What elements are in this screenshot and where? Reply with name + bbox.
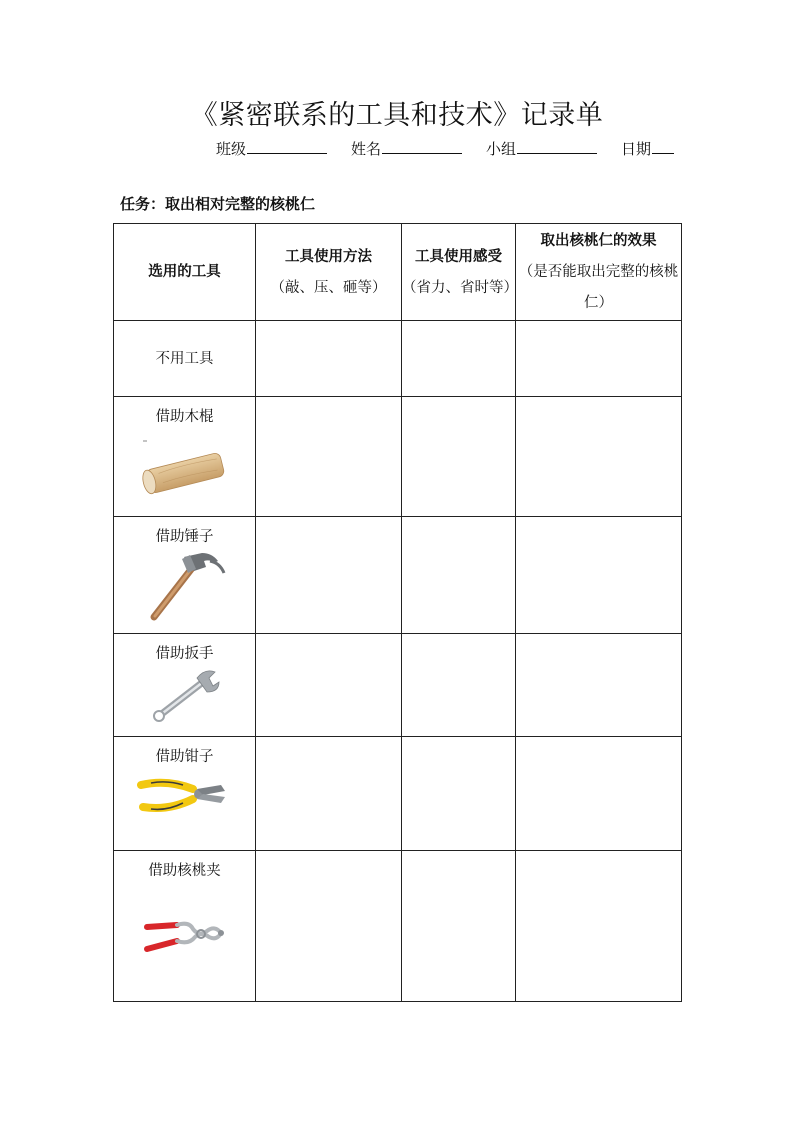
record-table [113, 223, 682, 1002]
method-cell[interactable] [256, 517, 402, 634]
class-label: 班级 [216, 140, 247, 158]
wrench-icon [145, 664, 225, 726]
method-cell[interactable] [256, 397, 402, 517]
class-blank[interactable] [247, 139, 327, 154]
method-cell[interactable] [256, 737, 402, 851]
table-row [114, 851, 682, 1002]
feeling-cell[interactable] [402, 517, 516, 634]
tool-label: 借助核桃夹 [148, 863, 221, 879]
group-label: 小组 [486, 140, 517, 158]
class-field [216, 138, 327, 159]
result-cell[interactable] [516, 851, 682, 1002]
group-blank[interactable] [517, 139, 597, 154]
page-title: 《紧密联系的工具和技术》记录单 [190, 100, 604, 131]
header-feeling: 工具使用感受 （省力、省时等） [402, 224, 516, 321]
header-row [114, 224, 682, 321]
method-cell[interactable] [256, 634, 402, 737]
tool-cell [114, 634, 256, 737]
name-field [351, 138, 462, 159]
result-cell[interactable] [516, 737, 682, 851]
group-field [486, 138, 597, 159]
result-cell[interactable] [516, 517, 682, 634]
feeling-cell[interactable] [402, 634, 516, 737]
header-method: 工具使用方法 （敲、压、砸等） [256, 224, 402, 321]
date-label: 日期 [621, 140, 652, 158]
tool-label: 不用工具 [155, 350, 214, 367]
feeling-cell[interactable] [402, 737, 516, 851]
method-cell[interactable] [256, 851, 402, 1002]
tool-cell [114, 517, 256, 634]
tool-cell [114, 321, 256, 397]
tool-label: 借助锤子 [155, 529, 214, 545]
table-row [114, 737, 682, 851]
table-row [114, 517, 682, 634]
result-cell[interactable] [516, 634, 682, 737]
table-row [114, 397, 682, 517]
wooden-stick-icon [135, 427, 235, 497]
tool-label: 借助扳手 [155, 646, 214, 662]
student-info-line [216, 138, 698, 159]
date-blank[interactable] [652, 139, 674, 154]
date-field [621, 138, 674, 159]
table-row [114, 634, 682, 737]
name-blank[interactable] [382, 139, 462, 154]
hammer-icon [140, 547, 230, 623]
feeling-cell[interactable] [402, 851, 516, 1002]
pliers-icon [137, 767, 233, 827]
feeling-cell[interactable] [402, 397, 516, 517]
task-description: 任务：取出相对完整的核桃仁 [120, 195, 316, 213]
method-cell[interactable] [256, 321, 402, 397]
tool-cell [114, 397, 256, 517]
tool-label: 借助木棍 [155, 409, 214, 425]
result-cell[interactable] [516, 321, 682, 397]
tool-cell [114, 851, 256, 1002]
nutcracker-icon [137, 881, 233, 981]
header-result: 取出核桃仁的效果 （是否能取出完整的核桃仁） [516, 224, 682, 321]
result-cell[interactable] [516, 397, 682, 517]
feeling-cell[interactable] [402, 321, 516, 397]
tool-label: 借助钳子 [155, 749, 214, 765]
name-label: 姓名 [351, 140, 382, 158]
table-row [114, 321, 682, 397]
header-tool: 选用的工具 [114, 224, 256, 321]
tool-cell [114, 737, 256, 851]
